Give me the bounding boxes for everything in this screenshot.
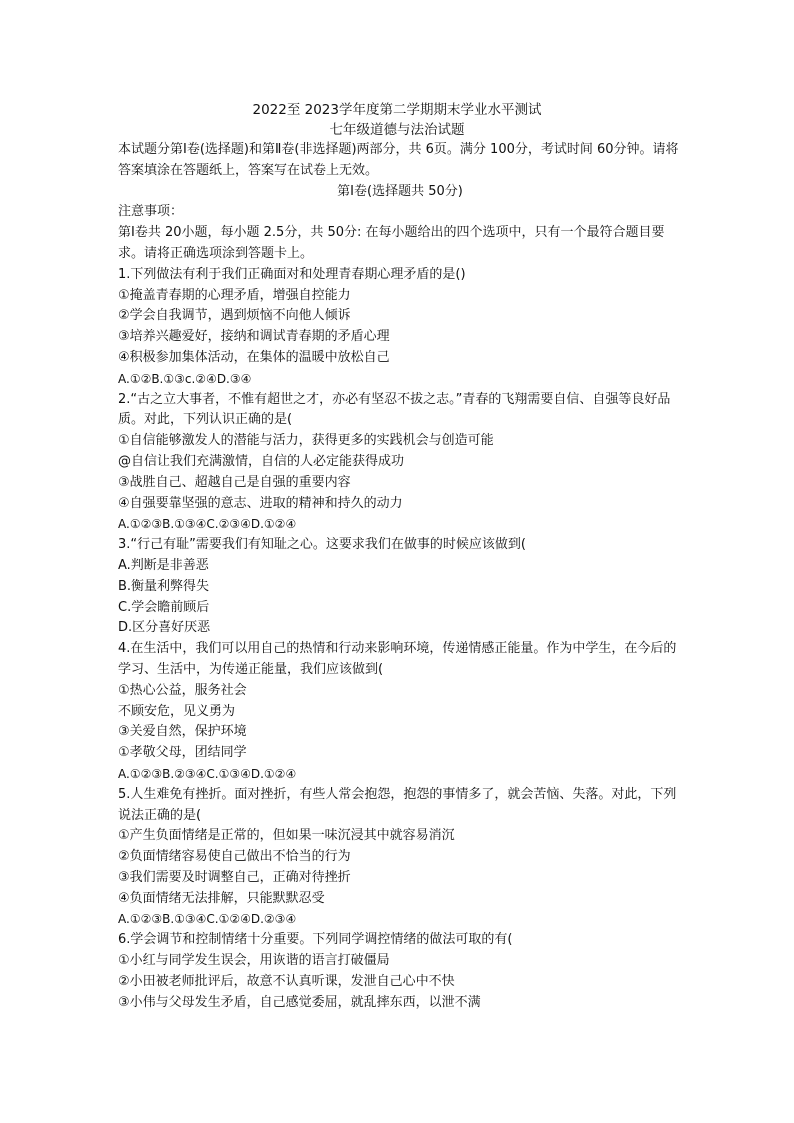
exam-header <box>0 100 794 140</box>
statement-line: ①产生负面情绪是正常的，但如果一味沉浸其中就容易消沉 <box>118 828 455 844</box>
section-title: 第Ⅰ卷(选择题共 50分) <box>337 183 463 199</box>
question-stem: 2.“古之立大事者，不惟有超世之才，亦必有坚忍不拔之志。”青春的飞翔需要自信、自强等良好品质。对此，下列认识正确的是( <box>118 391 671 428</box>
statement-line: @自信让我们充满激情，自信的人必定能获得成功 <box>118 453 405 469</box>
statement-line: ④负面情绪无法排解，只能默默忍受 <box>118 890 325 906</box>
option-line: D.区分喜好厌恶 <box>118 620 211 636</box>
statement-line: ③我们需要及时调整自己，正确对待挫折 <box>118 869 351 885</box>
exam-title: 2022至 2023学年度第二学期期末学业水平测试 <box>252 102 542 118</box>
question-3 <box>118 535 682 639</box>
question-4 <box>118 639 682 785</box>
answer-options: A.①②③B.②③④C.①③④D.①②④ <box>118 766 297 781</box>
statement-line: ①热心公益，服务社会 <box>118 682 247 698</box>
answer-options: A.①②③B.①③④C.①②④D.②③④ <box>118 912 297 927</box>
statement-line: 不顾安危，见义勇为 <box>118 703 236 719</box>
question-6 <box>118 930 682 1013</box>
exam-subtitle: 七年级道德与法治试题 <box>329 122 465 138</box>
statement-line: ④自强要靠坚强的意志、进取的精神和持久的动力 <box>118 495 403 511</box>
exam-intro: 本试题分第Ⅰ卷(选择题)和第Ⅱ卷(非选择题)两部分，共 6页。满分 100分，考试时间 60分钟。请将答案填涂在答题纸上，答案写在试卷上无效。 <box>118 142 679 178</box>
statement-line: ②小田被老师批评后，故意不认真听课，发泄自己心中不快 <box>118 973 455 989</box>
statement-line: ①掩盖青春期的心理矛盾，增强自控能力 <box>118 287 351 303</box>
notes-title: 注意事项： <box>118 204 184 220</box>
question-stem: 1.下列做法有利于我们正确面对和处理青春期心理矛盾的是() <box>118 266 466 282</box>
statement-line: ①自信能够激发人的潜能与活力，获得更多的实践机会与创造可能 <box>118 433 494 449</box>
statement-line: ①小红与同学发生误会，用诙谐的语言打破僵局 <box>118 953 390 969</box>
statement-line: ③培养兴趣爱好，接纳和调试青春期的矛盾心理 <box>118 329 390 345</box>
statement-line: ②负面情绪容易使自己做出不恰当的行为 <box>118 849 351 865</box>
question-stem: 4.在生活中，我们可以用自己的热情和行动来影响环境，传递情感正能量。作为中学生，在今后的学习、生活中，为传递正能量，我们应该做到( <box>118 641 677 677</box>
answer-options: A.①②B.①③c.②④D.③④ <box>118 371 252 386</box>
statement-line: ③小伟与父母发生矛盾，自己感觉委屈，就乱摔东西，以泄不满 <box>118 994 481 1010</box>
question-stem: 6.学会调节和控制情绪十分重要。下列同学调控情绪的做法可取的有( <box>118 932 513 948</box>
option-line: C.学会瞻前顾后 <box>118 599 210 615</box>
notes-text: 第Ⅰ卷共 20小题，每小题 2.5分，共 50分: 在每小题给出的四个选项中，只有一个最符合题目要求。请将正确选项涂到答题卡上。 <box>118 225 665 261</box>
question-stem: 3.“行己有耻”需要我们有知耻之心。这要求我们在做事的时候应该做到( <box>118 537 526 553</box>
statement-line: ④积极参加集体活动，在集体的温暖中放松自己 <box>118 349 390 365</box>
exam-body <box>118 140 682 1013</box>
statement-line: ②学会自我调节，遇到烦恼不向他人倾诉 <box>118 308 351 324</box>
question-5 <box>118 785 682 931</box>
question-2 <box>118 390 682 536</box>
statement-line: ①孝敬父母，团结同学 <box>118 745 247 761</box>
question-1 <box>118 265 682 390</box>
question-stem: 5.人生难免有挫折。面对挫折，有些人常会抱怨，抱怨的事情多了，就会苦恼、失落。对此，下列说法正确的是( <box>118 786 677 823</box>
option-line: B.衡量利弊得失 <box>118 578 210 594</box>
statement-line: ③关爱自然，保护环境 <box>118 724 247 740</box>
answer-options: A.①②③B.①③④C.②③④D.①②④ <box>118 517 297 532</box>
option-line: A.判断是非善恶 <box>118 557 209 573</box>
statement-line: ③战胜自己、超越自己是自强的重要内容 <box>118 474 351 490</box>
